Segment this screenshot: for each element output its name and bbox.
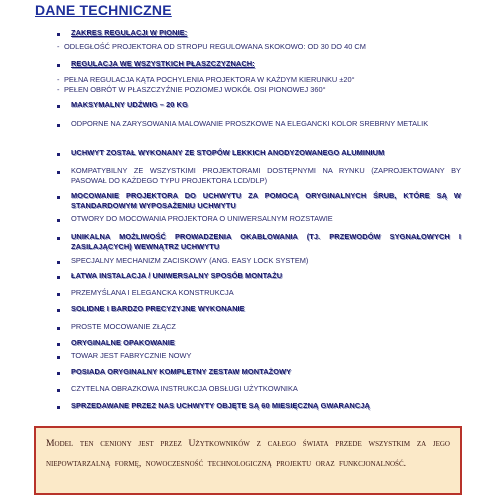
dash-icon: - <box>57 75 60 84</box>
bullet-icon <box>57 276 60 279</box>
feature-item: MAKSYMALNY UDŹWIG – 20 KG <box>71 100 188 109</box>
feature-item: MOCOWANIE PROJEKTORA DO UCHWYTU ZA POMOCĄ ORYGINALNYCH ŚRUB, KTÓRE SĄ W STANDARDOWYM WYPOSAŻENIU UCHWYTU <box>71 191 461 210</box>
bullet-icon <box>57 237 60 240</box>
bullet-icon <box>57 293 60 296</box>
bullet-icon <box>57 356 60 359</box>
feature-item: UCHWYT ZOSTAŁ WYKONANY ZE STOPÓW LEKKICH ANODYZOWANEGO ALUMINIUM <box>71 148 385 157</box>
feature-item: KOMPATYBILNY ZE WSZYSTKIMI PROJEKTORAMI DOSTĘPNYMI NA RYNKU (ZAPROJEKTOWANY BY PASOWAŁ DO KAŻDEGO TYPU PROJEKTORA LCD/DLP) <box>71 166 461 185</box>
bullet-icon <box>57 124 60 127</box>
section-heading-planes: REGULACJA WE WSZYSTKICH PŁASZCZYZNACH: <box>71 59 255 68</box>
feature-item: SPRZEDAWANE PRZEZ NAS UCHWYTY OBJĘTE SĄ 60 MIESIĘCZNĄ GWARANCJĄ <box>71 401 370 410</box>
bullet-icon <box>57 196 60 199</box>
note-text: Model ten ceniony jest przez Użytkowników z całego świata przede wszystkim za jego niepowtarzalną formę, nowoczesność technologiczną projektu oraz funkcjonalność. <box>46 438 450 469</box>
feature-item: ORYGINALNE OPAKOWANIE <box>71 338 175 347</box>
feature-item: POSIADA ORYGINALNY KOMPLETNY ZESTAW MONTAŻOWY <box>71 367 292 376</box>
section-line: PEŁEN OBRÓT W PŁASZCZYŹNIE POZIOMEJ WOKÓŁ OSI PIONOWEJ 360° <box>64 85 326 94</box>
feature-item: SOLIDNE I BARDZO PRECYZYJNE WYKONANIE <box>71 304 245 313</box>
section-line: ODLEGŁOŚĆ PROJEKTORA OD STROPU REGULOWANA SKOKOWO: OD 30 DO 40 CM <box>64 42 366 51</box>
feature-item: PRZEMYŚLANA I ELEGANCKA KONSTRUKCJA <box>71 288 234 297</box>
page-title: DANE TECHNICZNE <box>35 2 172 18</box>
dash-icon: - <box>57 42 60 51</box>
bullet-icon <box>57 343 60 346</box>
section-line: PEŁNA REGULACJA KĄTA POCHYLENIA PROJEKTORA W KAŻDYM KIERUNKU ±20° <box>64 75 355 84</box>
feature-item: OTWORY DO MOCOWANIA PROJEKTORA O UNIWERSALNYM ROZSTAWIE <box>71 214 333 223</box>
bullet-icon <box>57 105 60 108</box>
section-heading-vertical: ZAKRES REGULACJI W PIONIE: <box>71 28 188 37</box>
note-box <box>34 426 462 495</box>
bullet-icon <box>57 33 60 36</box>
bullet-icon <box>57 389 60 392</box>
bullet-icon <box>57 219 60 222</box>
bullet-icon <box>57 64 60 67</box>
dash-icon: - <box>57 85 60 94</box>
bullet-icon <box>57 327 60 330</box>
feature-item: TOWAR JEST FABRYCZNIE NOWY <box>71 351 192 360</box>
bullet-icon <box>57 261 60 264</box>
feature-item: CZYTELNA OBRAZKOWA INSTRUKCJA OBSŁUGI UŻYTKOWNIKA <box>71 384 298 393</box>
bullet-icon <box>57 372 60 375</box>
feature-item: ODPORNE NA ZARYSOWANIA MALOWANIE PROSZKOWE NA ELEGANCKI KOLOR SREBRNY METALIK <box>71 119 429 128</box>
bullet-icon <box>57 309 60 312</box>
feature-item: ŁATWA INSTALACJA / UNIWERSALNY SPOSÓB MONTAŻU <box>71 271 283 280</box>
bullet-icon <box>57 153 60 156</box>
bullet-icon <box>57 171 60 174</box>
feature-item: UNIKALNA MOŻLIWOŚĆ PROWADZENIA OKABLOWANIA (TJ. PRZEWODÓW SYGNAŁOWYCH I ZASILAJĄCYCH) WEWNĄTRZ UCHWYTU <box>71 232 461 251</box>
feature-item: SPECJALNY MECHANIZM ZACISKOWY (ANG. EASY LOCK SYSTEM) <box>71 256 309 265</box>
bullet-icon <box>57 406 60 409</box>
feature-item: PROSTE MOCOWANIE ZŁĄCZ <box>71 322 176 331</box>
